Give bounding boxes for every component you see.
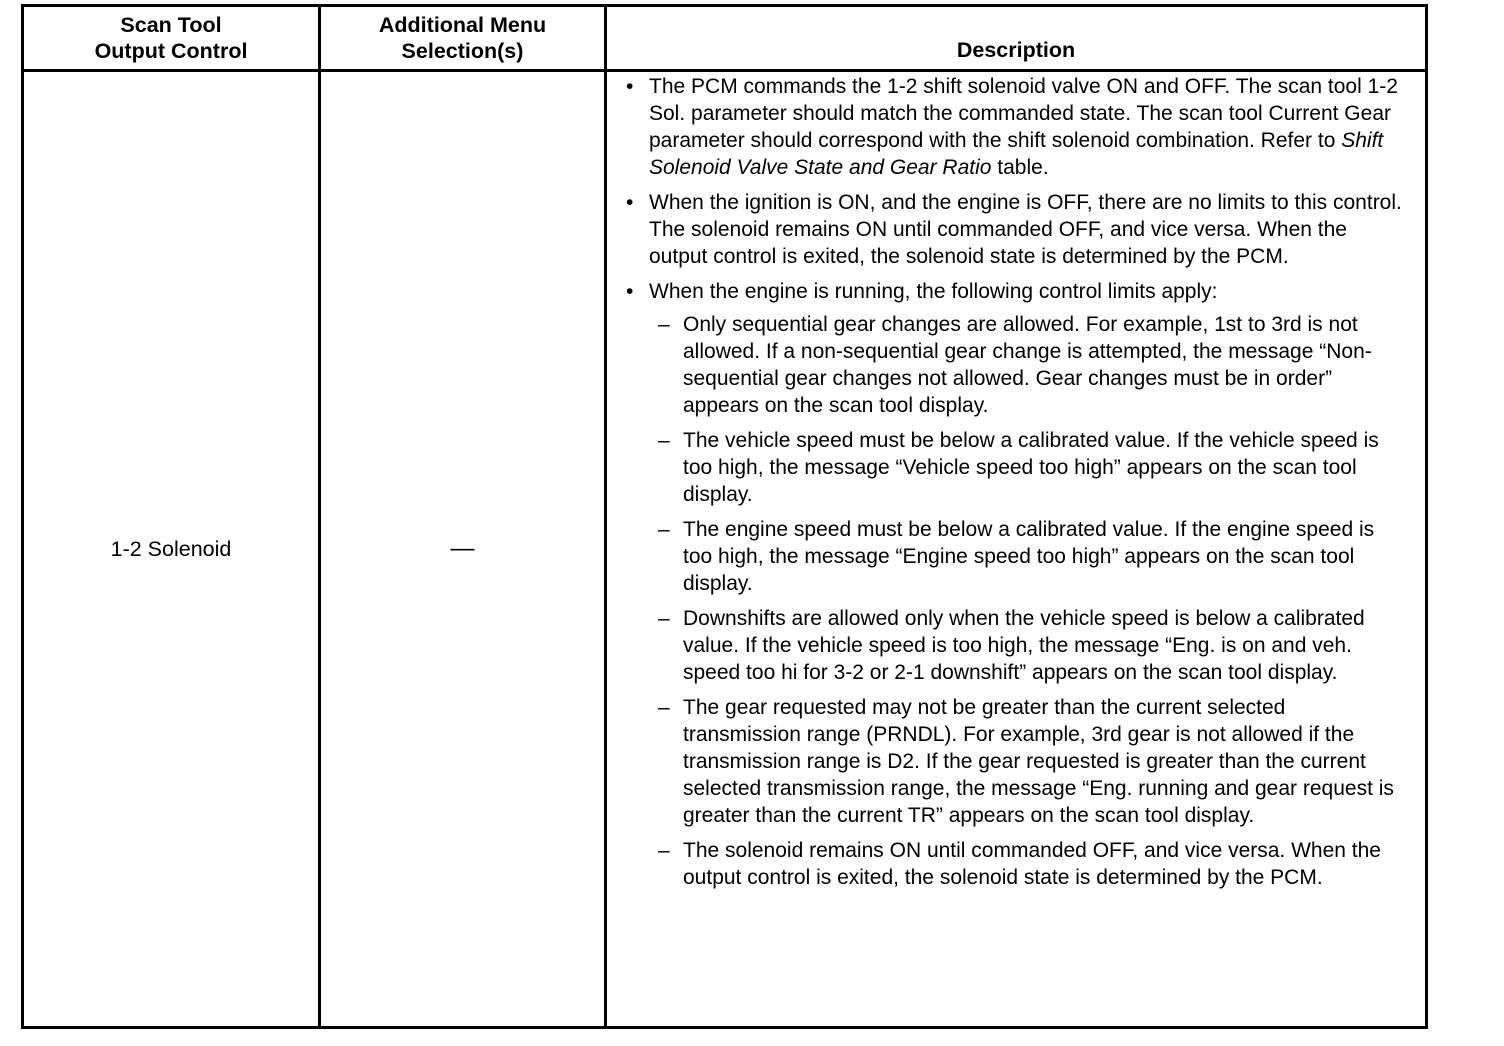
dash-mark: – — [658, 696, 670, 719]
description-bullet — [622, 278, 1402, 305]
output-control-cell — [24, 72, 318, 1026]
sub-item-text: The solenoid remains ON until commanded OFF, and vice versa. When the output control is exited, the solenoid state is determined by the PCM. — [683, 839, 1381, 889]
bullet-text: When the engine is running, the following control limits apply: — [649, 280, 1218, 303]
bullet-text: table. — [991, 156, 1049, 179]
control-limit-item — [622, 694, 1402, 829]
control-limits-list — [622, 311, 1402, 891]
control-limit-item — [622, 837, 1402, 891]
header-line: Additional Menu — [378, 13, 547, 37]
dash-mark: – — [658, 518, 670, 541]
output-control-value: 1-2 Solenoid — [110, 536, 232, 561]
dash-mark: – — [658, 429, 670, 452]
dash-mark: – — [658, 839, 670, 862]
menu-selection-cell — [321, 72, 604, 1026]
header-additional-menu-selections — [321, 7, 604, 69]
sub-item-text: The gear requested may not be greater than the current selected transmission range (PRNDL). For example, 3rd gear is not allowed if the transmission range is D2. If the gear requested is greater than the current selected transmission range, the message “Eng. running and gear request is greater than the current TR” appears on the scan tool display. — [683, 696, 1394, 827]
dash-mark: – — [658, 607, 670, 630]
header-scan-tool-output-control — [24, 7, 318, 69]
header-line: Output Control — [94, 39, 248, 63]
control-limit-item — [622, 516, 1402, 597]
bullet-mark: • — [626, 280, 634, 303]
control-limit-item — [622, 311, 1402, 419]
dash-mark: – — [658, 313, 670, 336]
bullet-text: When the ignition is ON, and the engine is OFF, there are no limits to this control. The solenoid remains ON until commanded OFF, and vice versa. When the output control is exited, the solenoid state is determined by the PCM. — [649, 191, 1402, 268]
reference-table-name: Shift Solenoid Valve State and Gear Ratio — [649, 129, 1384, 179]
header-description — [607, 7, 1425, 69]
header-line: Selection(s) — [401, 39, 524, 63]
control-limit-item — [622, 427, 1402, 508]
control-limit-item — [622, 605, 1402, 686]
menu-selection-dash: — — [450, 535, 475, 562]
header-line: Description — [956, 38, 1076, 62]
column-divider — [604, 7, 607, 1026]
description-cell — [622, 73, 1402, 899]
bullet-mark: • — [626, 191, 634, 214]
sub-item-text: The vehicle speed must be below a calibrated value. If the vehicle speed is too high, the message “Vehicle speed too high” appears on the scan tool display. — [683, 429, 1379, 506]
sub-item-text: Downshifts are allowed only when the vehicle speed is below a calibrated value. If the vehicle speed is too high, the message “Eng. is on and veh. speed too hi for 3-2 or 2-1 downshift” appears on the scan tool display. — [683, 607, 1365, 684]
sub-item-text: Only sequential gear changes are allowed. For example, 1st to 3rd is not allowed. If a non-sequential gear change is attempted, the message “Non-sequential gear changes not allowed. Gear changes must be in order” appears on the scan tool display. — [683, 313, 1372, 417]
description-bullet — [622, 73, 1402, 181]
description-bullet — [622, 189, 1402, 270]
sub-item-text: The engine speed must be below a calibrated value. If the engine speed is too high, the message “Engine speed too high” appears on the scan tool display. — [683, 518, 1375, 595]
bullet-mark: • — [626, 75, 634, 98]
bullet-text: The PCM commands the 1-2 shift solenoid valve ON and OFF. The scan tool 1-2 Sol. parameter should match the commanded state. The scan tool Current Gear parameter should correspond with the shift solenoid combination. Refer to — [649, 75, 1398, 152]
header-line: Scan Tool — [120, 13, 222, 37]
